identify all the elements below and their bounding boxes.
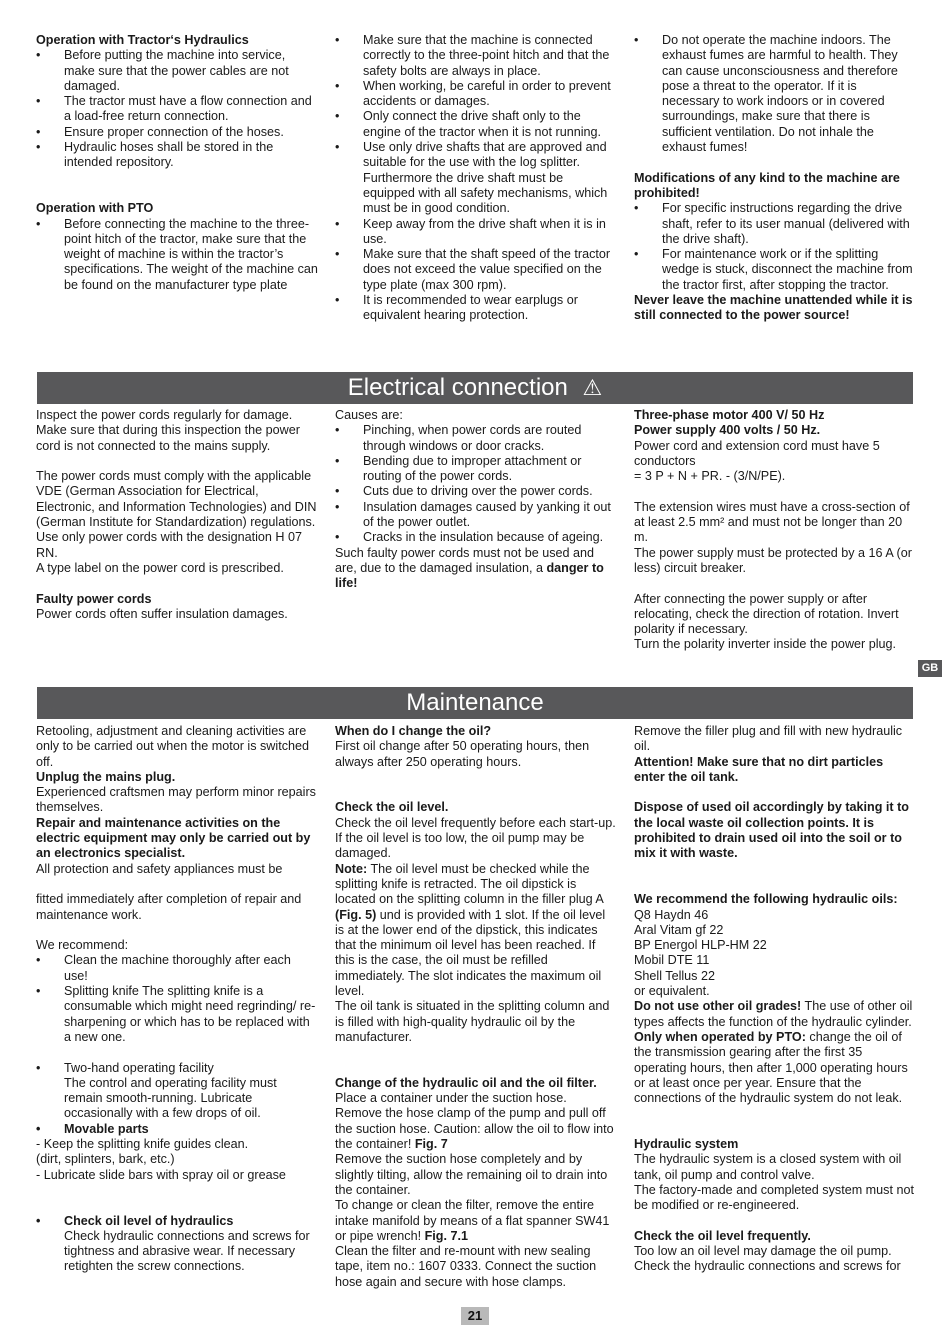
- paragraph: (dirt, splinters, bark, etc.): [36, 1152, 175, 1167]
- paragraph: The factory-made and completed system must not be modified or re-engineered.: [634, 1182, 914, 1213]
- text-run: change the oil of the transmission gearing after the first 35 operating hours, then after 1,000 operating hours or at least once per year. Ensure that the connections of the hydraulic system do not leak.: [634, 1029, 908, 1106]
- spacer: [335, 785, 617, 800]
- bullet-item: • For maintenance work or if the splitting wedge is stuck, disconnect the machine from the tractor first, after stopping the tractor.: [634, 247, 916, 293]
- maintenance-column-1: [36, 724, 318, 1275]
- heading: Check the oil level frequently.: [634, 1228, 811, 1243]
- paragraph: Power cords often suffer insulation damages.: [36, 606, 288, 621]
- spacer: [634, 576, 916, 591]
- paragraph: The extension wires must have a cross-section of at least 2.5 mm² and must not be longer than 20 m.: [634, 499, 910, 545]
- spacer: [335, 1061, 617, 1076]
- heading: Unplug the mains plug.: [36, 769, 176, 784]
- paragraph: We recommend:: [36, 938, 129, 953]
- emphasis: Fig. 7: [414, 1137, 448, 1152]
- paragraph: The power cords must comply with the applicable VDE (German Association for Electrical, Electronic, and Information Technologies) and DIN (German Institute for Standardization) regulations. Use only power cords with the designation H 07 RN.: [36, 469, 317, 560]
- paragraph: Retooling, adjustment and cleaning activities are only to be carried out when the motor is switched off.: [36, 724, 310, 769]
- heading: Attention! Make sure that no dirt particles enter the oil tank.: [634, 754, 884, 784]
- spacer: [634, 877, 916, 892]
- bullet-item: • Ensure proper connection of the hoses.: [36, 125, 318, 140]
- paragraph: Aral Vitam gf 22: [634, 922, 724, 937]
- paragraph: fitted immediately after completion of repair and maintenance work.: [36, 892, 302, 922]
- indented-paragraph: Check hydraulic connections and screws for tightness and abrasive wear. If necessary retighten the screw connections.: [64, 1228, 310, 1274]
- text-run: To change or clean the filter, remove the entire intake manifold by means of a flat spanner SW41 or pipe wrench!: [335, 1198, 610, 1243]
- bullet-item: • Pinching, when power cords are routed through windows or door cracks.: [335, 423, 617, 454]
- paragraph: Place a container under the suction hose.: [335, 1091, 567, 1106]
- section-title: Electrical connection: [347, 374, 568, 401]
- text-run: The oil level must be checked while the splitting knife is retracted. The oil dipstick is located on the splitting column in the filler plug A: [335, 861, 604, 907]
- heading: We recommend the following hydraulic oils:: [634, 892, 898, 907]
- spacer: [36, 576, 318, 591]
- bullet-item: • Insulation damages caused by yanking it out of the power outlet.: [335, 500, 617, 531]
- bullet-item: • Before connecting the machine to the three-point hitch of the tractor, make sure that the weight of machine is within the tractor’s specifications. The weight of the machine can be found on the manufacturer type plate: [36, 217, 318, 293]
- bullet-item: • The tractor must have a flow connection and a load-free return connection.: [36, 94, 318, 125]
- bullet-item: • Only connect the drive shaft only to the engine of the tractor when it is not running.: [335, 109, 617, 140]
- paragraph: First oil change after 50 operating hours, then always after 250 operating hours.: [335, 739, 590, 769]
- bullet-item: • It is recommended to wear earplugs or equivalent hearing protection.: [335, 293, 617, 324]
- paragraph: Remove the filler plug and fill with new hydraulic oil.: [634, 724, 903, 754]
- spacer: [634, 1106, 916, 1121]
- paragraph: Remove the suction hose completely and by slightly tilting, allow the remaining oil to drain into the container.: [335, 1152, 608, 1197]
- heading: Dispose of used oil accordingly by taking it to the local waste oil collection points. It is prohibited to drain used oil into the soil or to mix it with waste.: [634, 800, 910, 861]
- bullet-item: • Hydraulic hoses shall be stored in the intended repository.: [36, 140, 318, 171]
- heading: Check the oil level.: [335, 800, 449, 815]
- paragraph: All protection and safety appliances must be: [36, 861, 283, 876]
- text-run: The use of other oil types affects the function of the hydraulic cylinder.: [634, 999, 913, 1029]
- heading: Faulty power cords: [36, 591, 152, 606]
- bullet-item: • Clean the machine thoroughly after each use!: [36, 953, 318, 984]
- paragraph: Q8 Haydn 46: [634, 907, 709, 922]
- text-run: und is provided with 1 slot. If the oil level is at the lower end of the dipstick, this indicates that the minimum oil level has been reached. If this is the case, the oil must be refilled immediately. The slot indicates the maximum oil level.: [335, 907, 606, 999]
- bullet-item: • Bending due to improper attachment or routing of the power cords.: [335, 454, 617, 485]
- bullet-item: • For specific instructions regarding the drive shaft, refer to its user manual (delivered with the drive shaft).: [634, 201, 916, 247]
- bullet-item: • Two-hand operating facility: [36, 1061, 318, 1076]
- bullet-item: • Keep away from the drive shaft when it is in use.: [335, 217, 617, 248]
- maintenance-column-2: [335, 724, 617, 1290]
- bullet-item: • Before putting the machine into service, make sure that the power cables are not damaged.: [36, 48, 318, 94]
- emphasis: Only when operated by PTO:: [634, 1029, 806, 1044]
- paragraph: Check the oil level frequently before each start-up. If the oil level is too low, the oil pump may be damaged.: [335, 815, 616, 861]
- paragraph: Power cord and extension cord must have 5 conductors: [634, 438, 880, 468]
- emphasis: Fig. 7.1: [424, 1228, 468, 1243]
- text-run: Remove the hose clamp of the pump and pull off the suction hose. Caution: allow the oil to flow into the container!: [335, 1106, 614, 1152]
- spacer: [634, 155, 916, 170]
- paragraph: BP Energol HLP-HM 22: [634, 938, 767, 953]
- paragraph: Inspect the power cords regularly for damage. Make sure that during this inspection the power cord is not connected to the mains supply.: [36, 408, 300, 453]
- bullet-item: • Do not operate the machine indoors. The exhaust fumes are harmful to health. They can cause unconsciousness and therefore pose a threat to the operator. If it is necessary to work indoors or in covered surroundings, make sure that there is sufficient ventilation. Do not inhale the exhaust fumes!: [634, 33, 916, 155]
- paragraph: A type label on the power cord is prescribed.: [36, 560, 284, 575]
- page-number: 21: [461, 1307, 489, 1325]
- emphasis: Do not use other oil grades!: [634, 999, 802, 1014]
- emphasis: (Fig. 5): [335, 907, 377, 922]
- spacer: [335, 1045, 617, 1060]
- spacer: [634, 1214, 916, 1229]
- heading: Modifications of any kind to the machine are prohibited!: [634, 170, 900, 200]
- bullet-item: • Make sure that the shaft speed of the tractor does not exceed the value specified on the type plate (max 300 rpm).: [335, 247, 617, 293]
- paragraph: or equivalent.: [634, 984, 710, 999]
- heading: Power supply 400 volts / 50 Hz.: [634, 423, 821, 438]
- spacer: [36, 171, 318, 186]
- paragraph: The power supply must be protected by a 16 A (or less) circuit breaker.: [634, 545, 912, 575]
- paragraph: - Keep the splitting knife guides clean.: [36, 1137, 249, 1152]
- paragraph: Shell Tellus 22: [634, 968, 715, 983]
- heading: Operation with Tractor‘s Hydraulics: [36, 33, 249, 47]
- paragraph: Turn the polarity inverter inside the power plug.: [634, 637, 897, 652]
- paragraph: [335, 862, 617, 1000]
- paragraph: = 3 P + N + PR. - (3/N/PE).: [634, 469, 786, 484]
- paragraph: Mobil DTE 11: [634, 953, 710, 968]
- paragraph: Experienced craftsmen may perform minor repairs themselves.: [36, 785, 316, 815]
- top-column-3: [634, 33, 916, 324]
- heading: Three-phase motor 400 V/ 50 Hz: [634, 408, 825, 422]
- bullet-heading: • Movable parts: [36, 1122, 318, 1137]
- maintenance-column-3: [634, 724, 916, 1275]
- heading: Change of the hydraulic oil and the oil filter.: [335, 1075, 597, 1090]
- heading: Repair and maintenance activities on the electric equipment may only be carried out by an electronics specialist.: [36, 815, 311, 861]
- paragraph: [335, 546, 617, 592]
- language-tab: GB: [918, 660, 942, 677]
- spacer: [634, 785, 916, 800]
- bullet-item: • When working, be careful in order to prevent accidents or damages.: [335, 79, 617, 110]
- paragraph: Check the hydraulic connections and screws for: [634, 1259, 901, 1274]
- heading: Operation with PTO: [36, 201, 154, 216]
- paragraph: The hydraulic system is a closed system with oil tank, oil pump and control valve.: [634, 1152, 902, 1182]
- section-title: Maintenance: [406, 689, 544, 716]
- bullet-item: • Splitting knife The splitting knife is a consumable which might need regrinding/ re-sharpening or which has to be replaced with a new one.: [36, 984, 318, 1045]
- bullet-item: • Cuts due to driving over the power cords.: [335, 484, 617, 499]
- heading: When do I change the oil?: [335, 724, 492, 738]
- paragraph: The oil tank is situated in the splitting column and is filled with high-quality hydraulic oil by the manufacturer.: [335, 999, 610, 1044]
- electrical-column-2: [335, 408, 617, 592]
- spacer: [36, 1183, 318, 1198]
- spacer: [634, 1122, 916, 1137]
- top-column-2: [335, 33, 617, 324]
- spacer: [36, 877, 318, 892]
- indented-paragraph: The control and operating facility must remain smooth-running. Lubricate occasionally with a few drops of oil.: [64, 1075, 277, 1121]
- heading: Hydraulic system: [634, 1137, 739, 1152]
- paragraph: [335, 1106, 617, 1152]
- spacer: [36, 1045, 318, 1060]
- top-column-1: [36, 33, 318, 293]
- maintenance-header: [37, 687, 913, 719]
- paragraph: After connecting the power supply or after relocating, check the direction of rotation. Invert polarity if necessary.: [634, 591, 899, 637]
- spacer: [634, 862, 916, 877]
- emphasis: Note:: [335, 861, 368, 876]
- electrical-column-1: [36, 408, 318, 622]
- paragraph: Clean the filter and re-mount with new sealing tape, item no.: 1607 0333. Connect the suction hose again and secure with hose clamps.: [335, 1244, 597, 1289]
- bullet-item: • Use only drive shafts that are approved and suitable for the use with the log splitter. Furthermore the drive shaft must be equipped with all safety mechanisms, which must be in good condition.: [335, 140, 617, 216]
- text-run: Such faulty power cords must not be used and are, due to the damaged insulation, a: [335, 545, 595, 575]
- spacer: [634, 484, 916, 499]
- spacer: [36, 454, 318, 469]
- electrical-column-3: [634, 408, 916, 653]
- warning-icon: ⚠: [582, 375, 603, 400]
- spacer: [36, 186, 318, 201]
- spacer: [335, 770, 617, 785]
- heading: Never leave the machine unattended while it is still connected to the power source!: [634, 293, 913, 323]
- paragraph: Too low an oil level may damage the oil pump.: [634, 1244, 892, 1259]
- bullet-item: • Cracks in the insulation because of ageing.: [335, 530, 617, 545]
- emphasis: danger to life!: [335, 560, 604, 591]
- bullet-item: • Make sure that the machine is connected correctly to the three-point hitch and that the safety bolts are always in place.: [335, 33, 617, 79]
- paragraph: [634, 1030, 916, 1106]
- paragraph: [335, 1198, 617, 1244]
- spacer: [36, 923, 318, 938]
- paragraph: [634, 999, 916, 1030]
- paragraph: Causes are:: [335, 408, 403, 422]
- paragraph: - Lubricate slide bars with spray oil or grease: [36, 1167, 286, 1182]
- bullet-heading: • Check oil level of hydraulics: [36, 1214, 318, 1229]
- spacer: [36, 1198, 318, 1213]
- electrical-connection-header: [37, 372, 913, 404]
